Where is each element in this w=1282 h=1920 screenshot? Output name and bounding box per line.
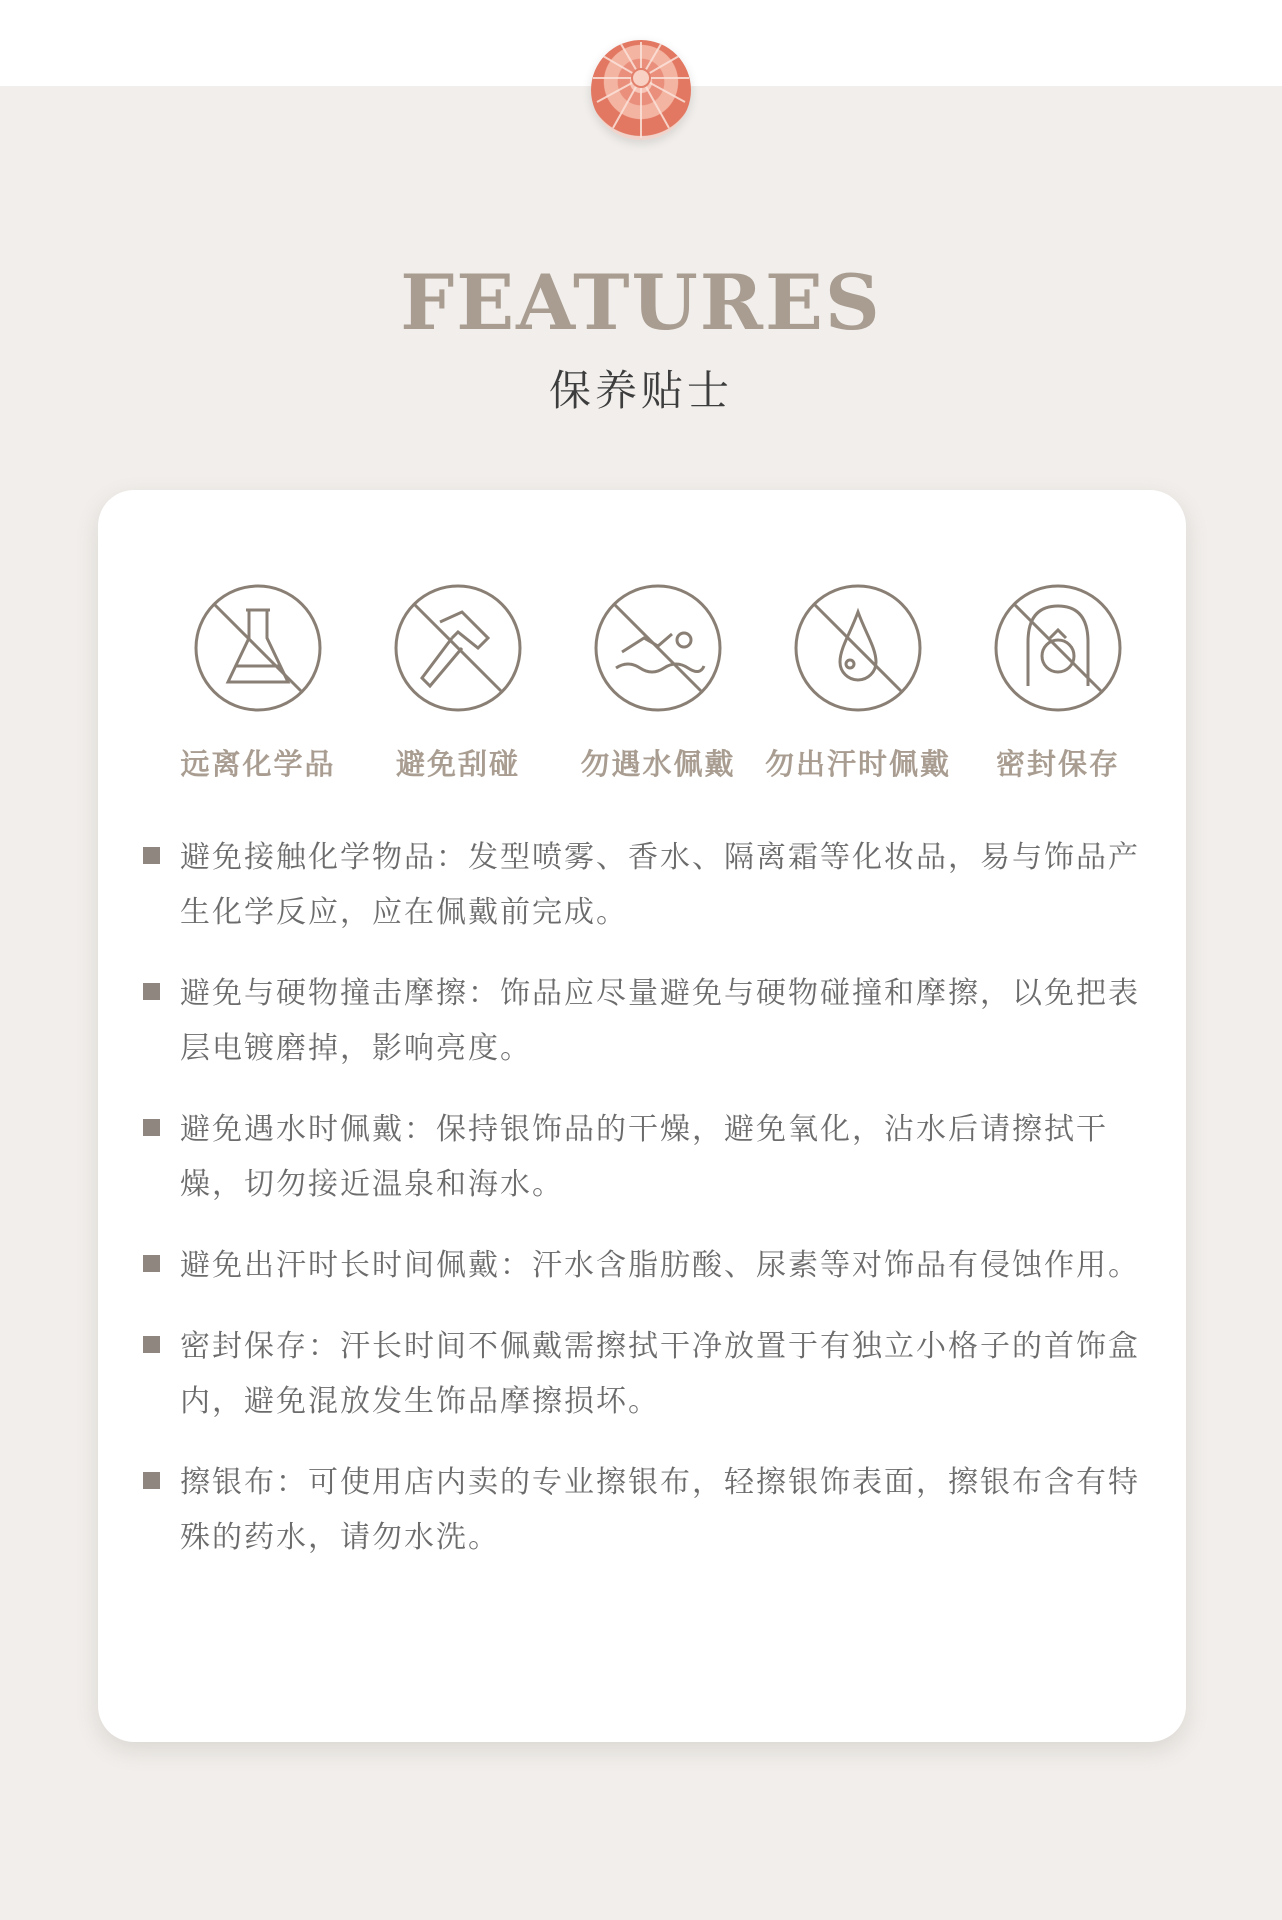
- bullet-square-icon: [143, 1472, 160, 1489]
- care-item-water: [558, 582, 758, 783]
- tip-text: 擦银布：可使用店内卖的专业擦银布，轻擦银饰表面，擦银布含有特殊的药水，请勿水洗。: [180, 1465, 1140, 1555]
- tip-text: 避免遇水时佩戴：保持银饰品的干燥，避免氧化，沾水后请擦拭干燥，切勿接近温泉和海水。: [180, 1112, 1108, 1202]
- chemical-flask-prohibited-icon: [192, 582, 324, 714]
- care-label: 避免刮碰: [395, 747, 520, 781]
- bullet-square-icon: [143, 847, 160, 864]
- tip-text: 密封保存：汗长时间不佩戴需擦拭干净放置于有独立小格子的首饰盒内，避免混放发生饰品摩擦损坏。: [180, 1329, 1140, 1419]
- care-item-sweat: [758, 582, 958, 783]
- list-item: [143, 966, 1153, 1076]
- list-item: [143, 1455, 1153, 1565]
- page-subtitle: 保养贴士: [548, 366, 733, 415]
- care-label: 勿遇水佩戴: [580, 747, 736, 781]
- care-item-chemical: [158, 582, 358, 783]
- seashell-logo-icon: [591, 40, 691, 140]
- bullet-square-icon: [143, 1119, 160, 1136]
- care-item-storage: [958, 582, 1158, 783]
- list-item: [143, 1319, 1153, 1429]
- tip-text: 避免接触化学物品：发型喷雾、香水、隔离霜等化妆品，易与饰品产生化学反应，应在佩戴前完成。: [180, 840, 1140, 930]
- list-item: [143, 1238, 1153, 1293]
- care-tips-list: [143, 830, 1153, 1591]
- care-tips-card: [98, 490, 1186, 1742]
- hammer-prohibited-icon: [392, 582, 524, 714]
- list-item: [143, 1102, 1153, 1212]
- tip-text: 避免出汗时长时间佩戴：汗水含脂肪酸、尿素等对饰品有侵蚀作用。: [180, 1248, 1140, 1283]
- sweat-drop-prohibited-icon: [792, 582, 924, 714]
- bullet-square-icon: [143, 983, 160, 1000]
- bullet-square-icon: [143, 1336, 160, 1353]
- list-item: [143, 830, 1153, 940]
- care-icons-row: [158, 582, 1158, 802]
- page-title: FEATURES: [400, 258, 882, 347]
- sealed-ring-box-icon: [992, 582, 1124, 714]
- care-label: 密封保存: [995, 747, 1120, 781]
- care-label: 远离化学品: [180, 747, 336, 781]
- care-label: 勿出汗时佩戴: [764, 747, 951, 781]
- care-item-hammer: [358, 582, 558, 783]
- tip-text: 避免与硬物撞击摩擦：饰品应尽量避免与硬物碰撞和摩擦，以免把表层电镀磨掉，影响亮度。: [180, 976, 1140, 1066]
- bullet-square-icon: [143, 1255, 160, 1272]
- swimming-prohibited-icon: [592, 582, 724, 714]
